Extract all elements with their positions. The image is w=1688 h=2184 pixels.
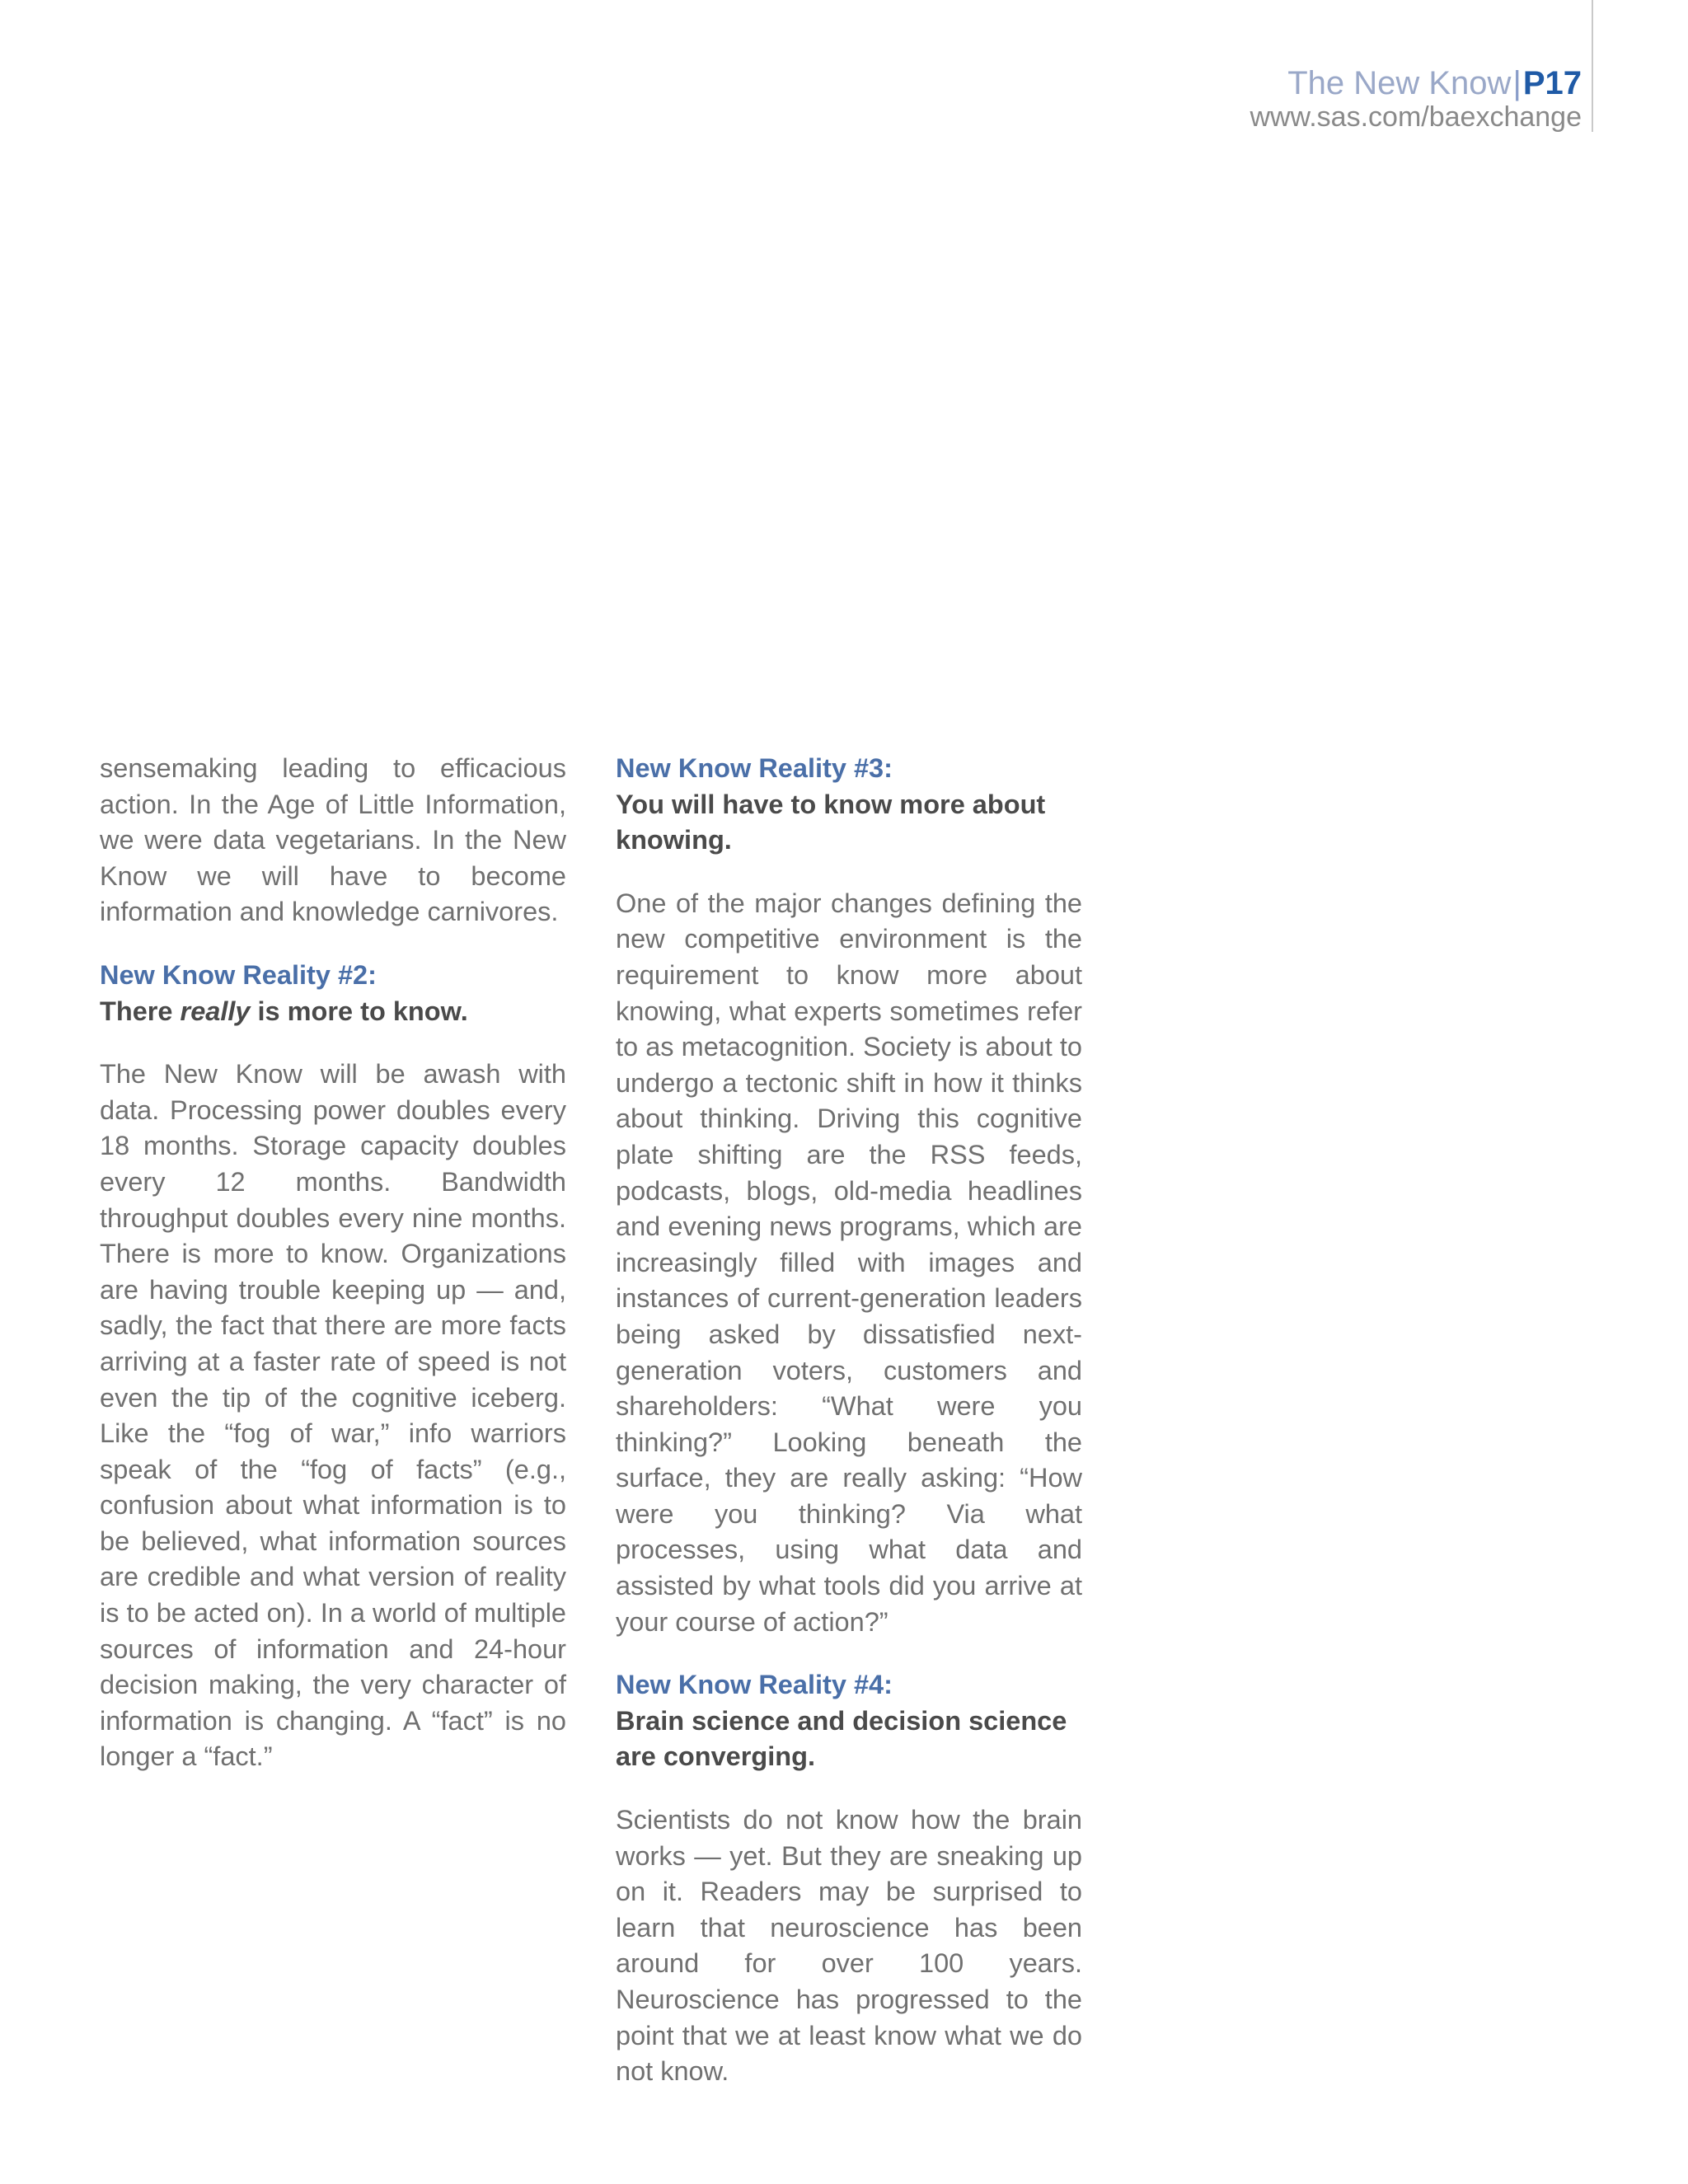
right-column — [616, 751, 1082, 2090]
reality-4-subhead: Brain science and decision science are converging. — [616, 1705, 1067, 1772]
reality-2-subhead-before: There — [100, 996, 181, 1026]
reality-2-body: The New Know will be awash with data. Processing power doubles every 18 months. Storage capacity doubles every 12 months. Bandwidth throughput doubles every nine months. There is more to know. Organizations are having trouble keeping up — and, sadly, the fact that there are more facts arriving at a faster rate of speed is not even the tip of the cognitive iceberg. Like the “fog of war,” info warriors speak of the “fog of facts” (e.g., confusion about what information is to be believed, what information sources are credible and what version of reality is to be acted on). In a world of multiple sources of information and 24-hour decision making, the very character of information is changing. A “fact” is no longer a “fact.” — [100, 1059, 566, 1772]
header-url: www.sas.com/baexchange — [1250, 101, 1582, 133]
reality-3-subhead: You will have to know more about knowing. — [616, 789, 1046, 855]
header-title-row — [1250, 64, 1582, 102]
section-reality-4 — [616, 1667, 1082, 2090]
page-number: P17 — [1522, 65, 1582, 101]
section-reality-3 — [616, 751, 1082, 1640]
section-reality-2 — [100, 958, 566, 1775]
reality-4-heading: New Know Reality #4: — [616, 1670, 893, 1700]
reality-2-heading: New Know Reality #2: — [100, 959, 377, 990]
reality-2-subhead-after: is more to know. — [250, 996, 468, 1026]
reality-4-body: Scientists do not know how the brain works — yet. But they are sneaking up on it. Readers may be surprised to learn that neuroscience has been around for over 100 years. Neuroscience has progressed to the point that we at least know what we do not know. — [616, 1805, 1082, 2087]
reality-2-subhead — [100, 994, 566, 1030]
reality-3-heading: New Know Reality #3: — [616, 753, 893, 783]
page-header — [1250, 64, 1582, 134]
reality-3-body: One of the major changes defining the new competitive environment is the requirement to know more about knowing, what experts sometimes refer to as metacognition. Society is about to undergo a tectonic shift in how it thinks about thinking. Driving this cognitive plate shifting are the RSS feeds, podcasts, blogs, old-media headlines and evening news programs, which are increasingly filled with images and instances of current-generation leaders being asked by dissatisfied next-generation voters, customers and shareholders: “What were you thinking?” Looking beneath the surface, they are really asking: “How were you thinking? Via what processes, using what data and assisted by what tools did you arrive at your course of action?” — [616, 888, 1082, 1637]
intro-paragraph: sensemaking leading to efficacious action. In the Age of Little Information, we were data vegetarians. In the New Know we will have to become information and knowledge carnivores. — [100, 753, 566, 927]
page-edge-line — [1592, 0, 1593, 132]
publication-title: The New Know — [1287, 65, 1512, 101]
reality-2-subhead-emphasis: really — [180, 996, 251, 1026]
header-separator: | — [1512, 65, 1522, 101]
left-column — [100, 751, 566, 1775]
